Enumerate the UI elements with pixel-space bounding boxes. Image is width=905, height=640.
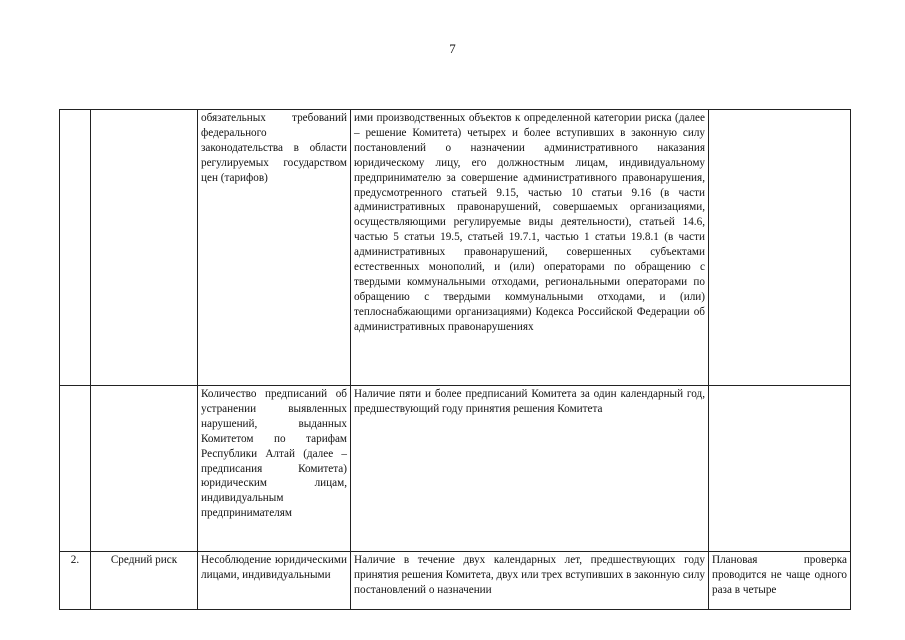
frequency-cell: Плановая проверка проводится не чаще одного раза в четыре (709, 552, 851, 610)
page-number: 7 (449, 41, 456, 56)
row-number-cell: 2. (60, 552, 91, 610)
table-row (60, 110, 851, 386)
condition-cell: Наличие в течение двух календарных лет, предшествующих году принятия решения Комитета, двух или трех вступивших в законную силу постановлений о назначении (351, 552, 709, 610)
frequency-cell (709, 386, 851, 552)
table-row (60, 552, 851, 610)
table-row (60, 386, 851, 552)
risk-criteria-table (59, 109, 851, 610)
criterion-cell: Количество предписаний об устранении выявленных нарушений, выданных Комитетом по тарифам Республики Алтай (далее – предписания Комитета) юридическим лицам, индивидуальным предпринимателям (198, 386, 351, 552)
row-number-cell (60, 386, 91, 552)
condition-cell: Наличие пяти и более предписаний Комитета за один календарный год, предшествующий году принятия решения Комитета (351, 386, 709, 552)
condition-cell: ими производственных объектов к определенной категории риска (далее – решение Комитета) четырех и более вступивших в законную силу постановлений о назначении административного наказания юридическому лицу, его должностным лицам, индивидуальному предпринимателю за совершение административного правонарушения, предусмотренного статьей 9.15, частью 10 статьи 9.16 (в части административных правонарушений, совершаемых организациями, осуществляющими регулируемые виды деятельности), статьей 14.6, частью 5 статьи 19.5, статьей 19.7.1, частью 1 статьи 19.8.1 (в части административных правонарушений, совершенных субъектами естественных монополий, и (или) операторами по обращению с твердыми коммунальными отходами, региональными операторами по обращению с твердыми коммунальными отходами, и (или) теплоснабжающими организациями) Кодекса Российской Федерации об административных правонарушениях (351, 110, 709, 386)
risk-category-cell: Средний риск (91, 552, 198, 610)
row-number-cell (60, 110, 91, 386)
criterion-cell: Несоблюдение юридическими лицами, индивидуальными (198, 552, 351, 610)
criterion-cell: обязательных требований федерального законодательства в области регулируемых государством цен (тарифов) (198, 110, 351, 386)
risk-category-cell (91, 386, 198, 552)
frequency-cell (709, 110, 851, 386)
risk-category-cell (91, 110, 198, 386)
